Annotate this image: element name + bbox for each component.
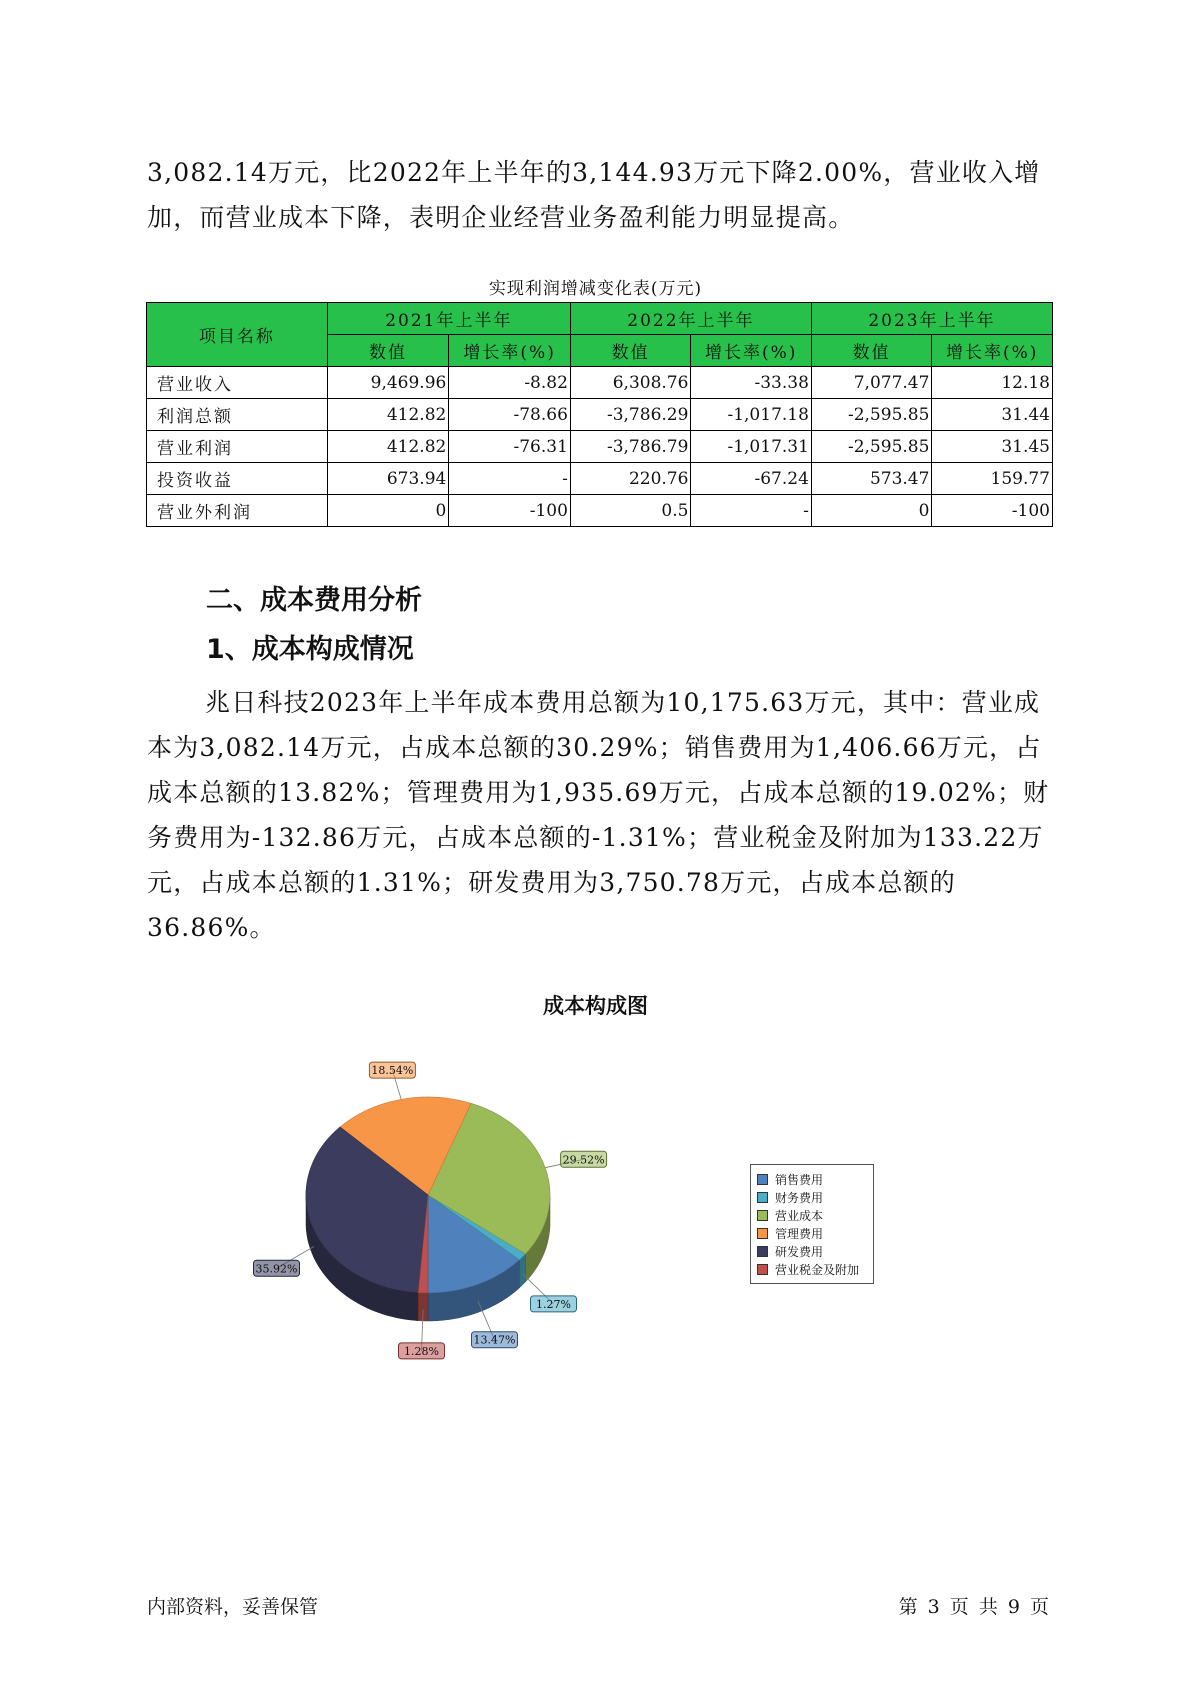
row-label: 利润总额 bbox=[147, 399, 328, 431]
growth-cell: -1,017.31 bbox=[691, 431, 812, 463]
table-row bbox=[147, 367, 1053, 399]
data-label-text: 13.47% bbox=[473, 1333, 516, 1347]
value-cell: -2,595.85 bbox=[811, 399, 932, 431]
legend-swatch bbox=[757, 1210, 768, 1221]
legend-label: 营业税金及附加 bbox=[775, 1262, 860, 1277]
header-value: 数值 bbox=[570, 335, 691, 367]
growth-cell: -78.66 bbox=[449, 399, 571, 431]
legend-item bbox=[757, 1242, 869, 1260]
growth-cell: 12.18 bbox=[932, 367, 1053, 399]
legend-swatch bbox=[757, 1228, 768, 1239]
data-label bbox=[254, 1247, 314, 1277]
value-cell: 6,308.76 bbox=[570, 367, 691, 399]
value-cell: -3,786.79 bbox=[570, 431, 691, 463]
growth-cell: -100 bbox=[932, 495, 1053, 527]
chart-title: 成本构成图 bbox=[543, 994, 648, 1018]
legend-item bbox=[757, 1170, 869, 1188]
growth-cell: - bbox=[691, 495, 812, 527]
value-cell: 573.47 bbox=[811, 463, 932, 495]
growth-cell: -67.24 bbox=[691, 463, 812, 495]
data-label-text: 1.28% bbox=[404, 1344, 439, 1358]
header-year-2023: 2023年上半年 bbox=[811, 303, 1052, 335]
legend-label: 研发费用 bbox=[775, 1244, 824, 1259]
legend-swatch bbox=[757, 1174, 768, 1185]
value-cell: 0 bbox=[327, 495, 449, 527]
row-label: 营业利润 bbox=[147, 431, 328, 463]
table-row bbox=[147, 431, 1053, 463]
header-growth: 增长率(%) bbox=[932, 335, 1053, 367]
value-cell: -3,786.29 bbox=[570, 399, 691, 431]
sub-heading: 1、成本构成情况 bbox=[206, 634, 414, 665]
header-year-2021: 2021年上半年 bbox=[327, 303, 570, 335]
legend-swatch bbox=[757, 1246, 768, 1257]
data-label-text: 1.27% bbox=[536, 1297, 571, 1311]
table-row bbox=[147, 463, 1053, 495]
row-label: 营业收入 bbox=[147, 367, 328, 399]
data-label bbox=[545, 1151, 606, 1167]
table-caption: 实现利润增减变化表(万元) bbox=[488, 279, 703, 299]
legend-item bbox=[757, 1260, 869, 1278]
value-cell: 412.82 bbox=[327, 431, 449, 463]
value-cell: 220.76 bbox=[570, 463, 691, 495]
header-item-name: 项目名称 bbox=[147, 303, 328, 367]
data-label-text: 35.92% bbox=[255, 1262, 298, 1276]
value-cell: -2,595.85 bbox=[811, 431, 932, 463]
growth-cell: 31.44 bbox=[932, 399, 1053, 431]
row-label: 营业外利润 bbox=[147, 495, 328, 527]
row-label: 投资收益 bbox=[147, 463, 328, 495]
legend-label: 财务费用 bbox=[775, 1190, 824, 1205]
cost-paragraph: 兆日科技2023年上半年成本费用总额为10,175.63万元，其中：营业成本为3,082.14万元，占成本总额的30.29%；销售费用为1,406.66万元，占成本总额的13.82%；管理费用为1,935.69万元，占成本总额的19.02%；财务费用为-132.86万元，占成本总额的-1.31%；营业税金及附加为133.22万元，占成本总额的1.31%；研发费用为3,750.78万元，占成本总额的36.86%。 bbox=[147, 688, 1050, 942]
legend-label: 管理费用 bbox=[775, 1226, 824, 1241]
footer-note: 内部资料，妥善保管 bbox=[147, 1596, 319, 1618]
intro-paragraph: 3,082.14万元，比2022年上半年的3,144.93万元下降2.00%，营业收入增加，而营业成本下降，表明企业经营业务盈利能力明显提高。 bbox=[147, 158, 1041, 232]
legend-item bbox=[757, 1224, 869, 1242]
page-number: 第 3 页 共 9 页 bbox=[898, 1596, 1051, 1618]
header-value: 数值 bbox=[811, 335, 932, 367]
section-heading: 二、成本费用分析 bbox=[206, 585, 422, 616]
legend-item bbox=[757, 1206, 869, 1224]
data-label bbox=[523, 1274, 577, 1312]
data-label-text: 18.54% bbox=[371, 1064, 414, 1078]
header-year-2022: 2022年上半年 bbox=[570, 303, 811, 335]
growth-cell: -8.82 bbox=[449, 367, 571, 399]
legend-swatch bbox=[757, 1192, 768, 1203]
header-growth: 增长率(%) bbox=[691, 335, 812, 367]
value-cell: 7,077.47 bbox=[811, 367, 932, 399]
value-cell: 0 bbox=[811, 495, 932, 527]
growth-cell: -100 bbox=[449, 495, 571, 527]
legend-item bbox=[757, 1188, 869, 1206]
growth-cell: -76.31 bbox=[449, 431, 571, 463]
growth-cell: - bbox=[449, 463, 571, 495]
value-cell: 0.5 bbox=[570, 495, 691, 527]
growth-cell: 159.77 bbox=[932, 463, 1053, 495]
value-cell: 412.82 bbox=[327, 399, 449, 431]
value-cell: 673.94 bbox=[327, 463, 449, 495]
data-label-text: 29.52% bbox=[562, 1153, 605, 1167]
data-label bbox=[369, 1062, 415, 1099]
legend-label: 销售费用 bbox=[775, 1172, 824, 1187]
header-value: 数值 bbox=[327, 335, 449, 367]
header-growth: 增长率(%) bbox=[449, 335, 571, 367]
chart-legend bbox=[750, 1164, 874, 1284]
legend-swatch bbox=[757, 1264, 768, 1275]
table-row bbox=[147, 399, 1053, 431]
growth-cell: -33.38 bbox=[691, 367, 812, 399]
growth-cell: 31.45 bbox=[932, 431, 1053, 463]
table-header-row bbox=[147, 303, 1053, 335]
legend-label: 营业成本 bbox=[775, 1208, 824, 1223]
cost-pie-chart bbox=[240, 1045, 680, 1358]
table-row bbox=[147, 495, 1053, 527]
growth-cell: -1,017.18 bbox=[691, 399, 812, 431]
value-cell: 9,469.96 bbox=[327, 367, 449, 399]
profit-change-table bbox=[146, 302, 1053, 527]
